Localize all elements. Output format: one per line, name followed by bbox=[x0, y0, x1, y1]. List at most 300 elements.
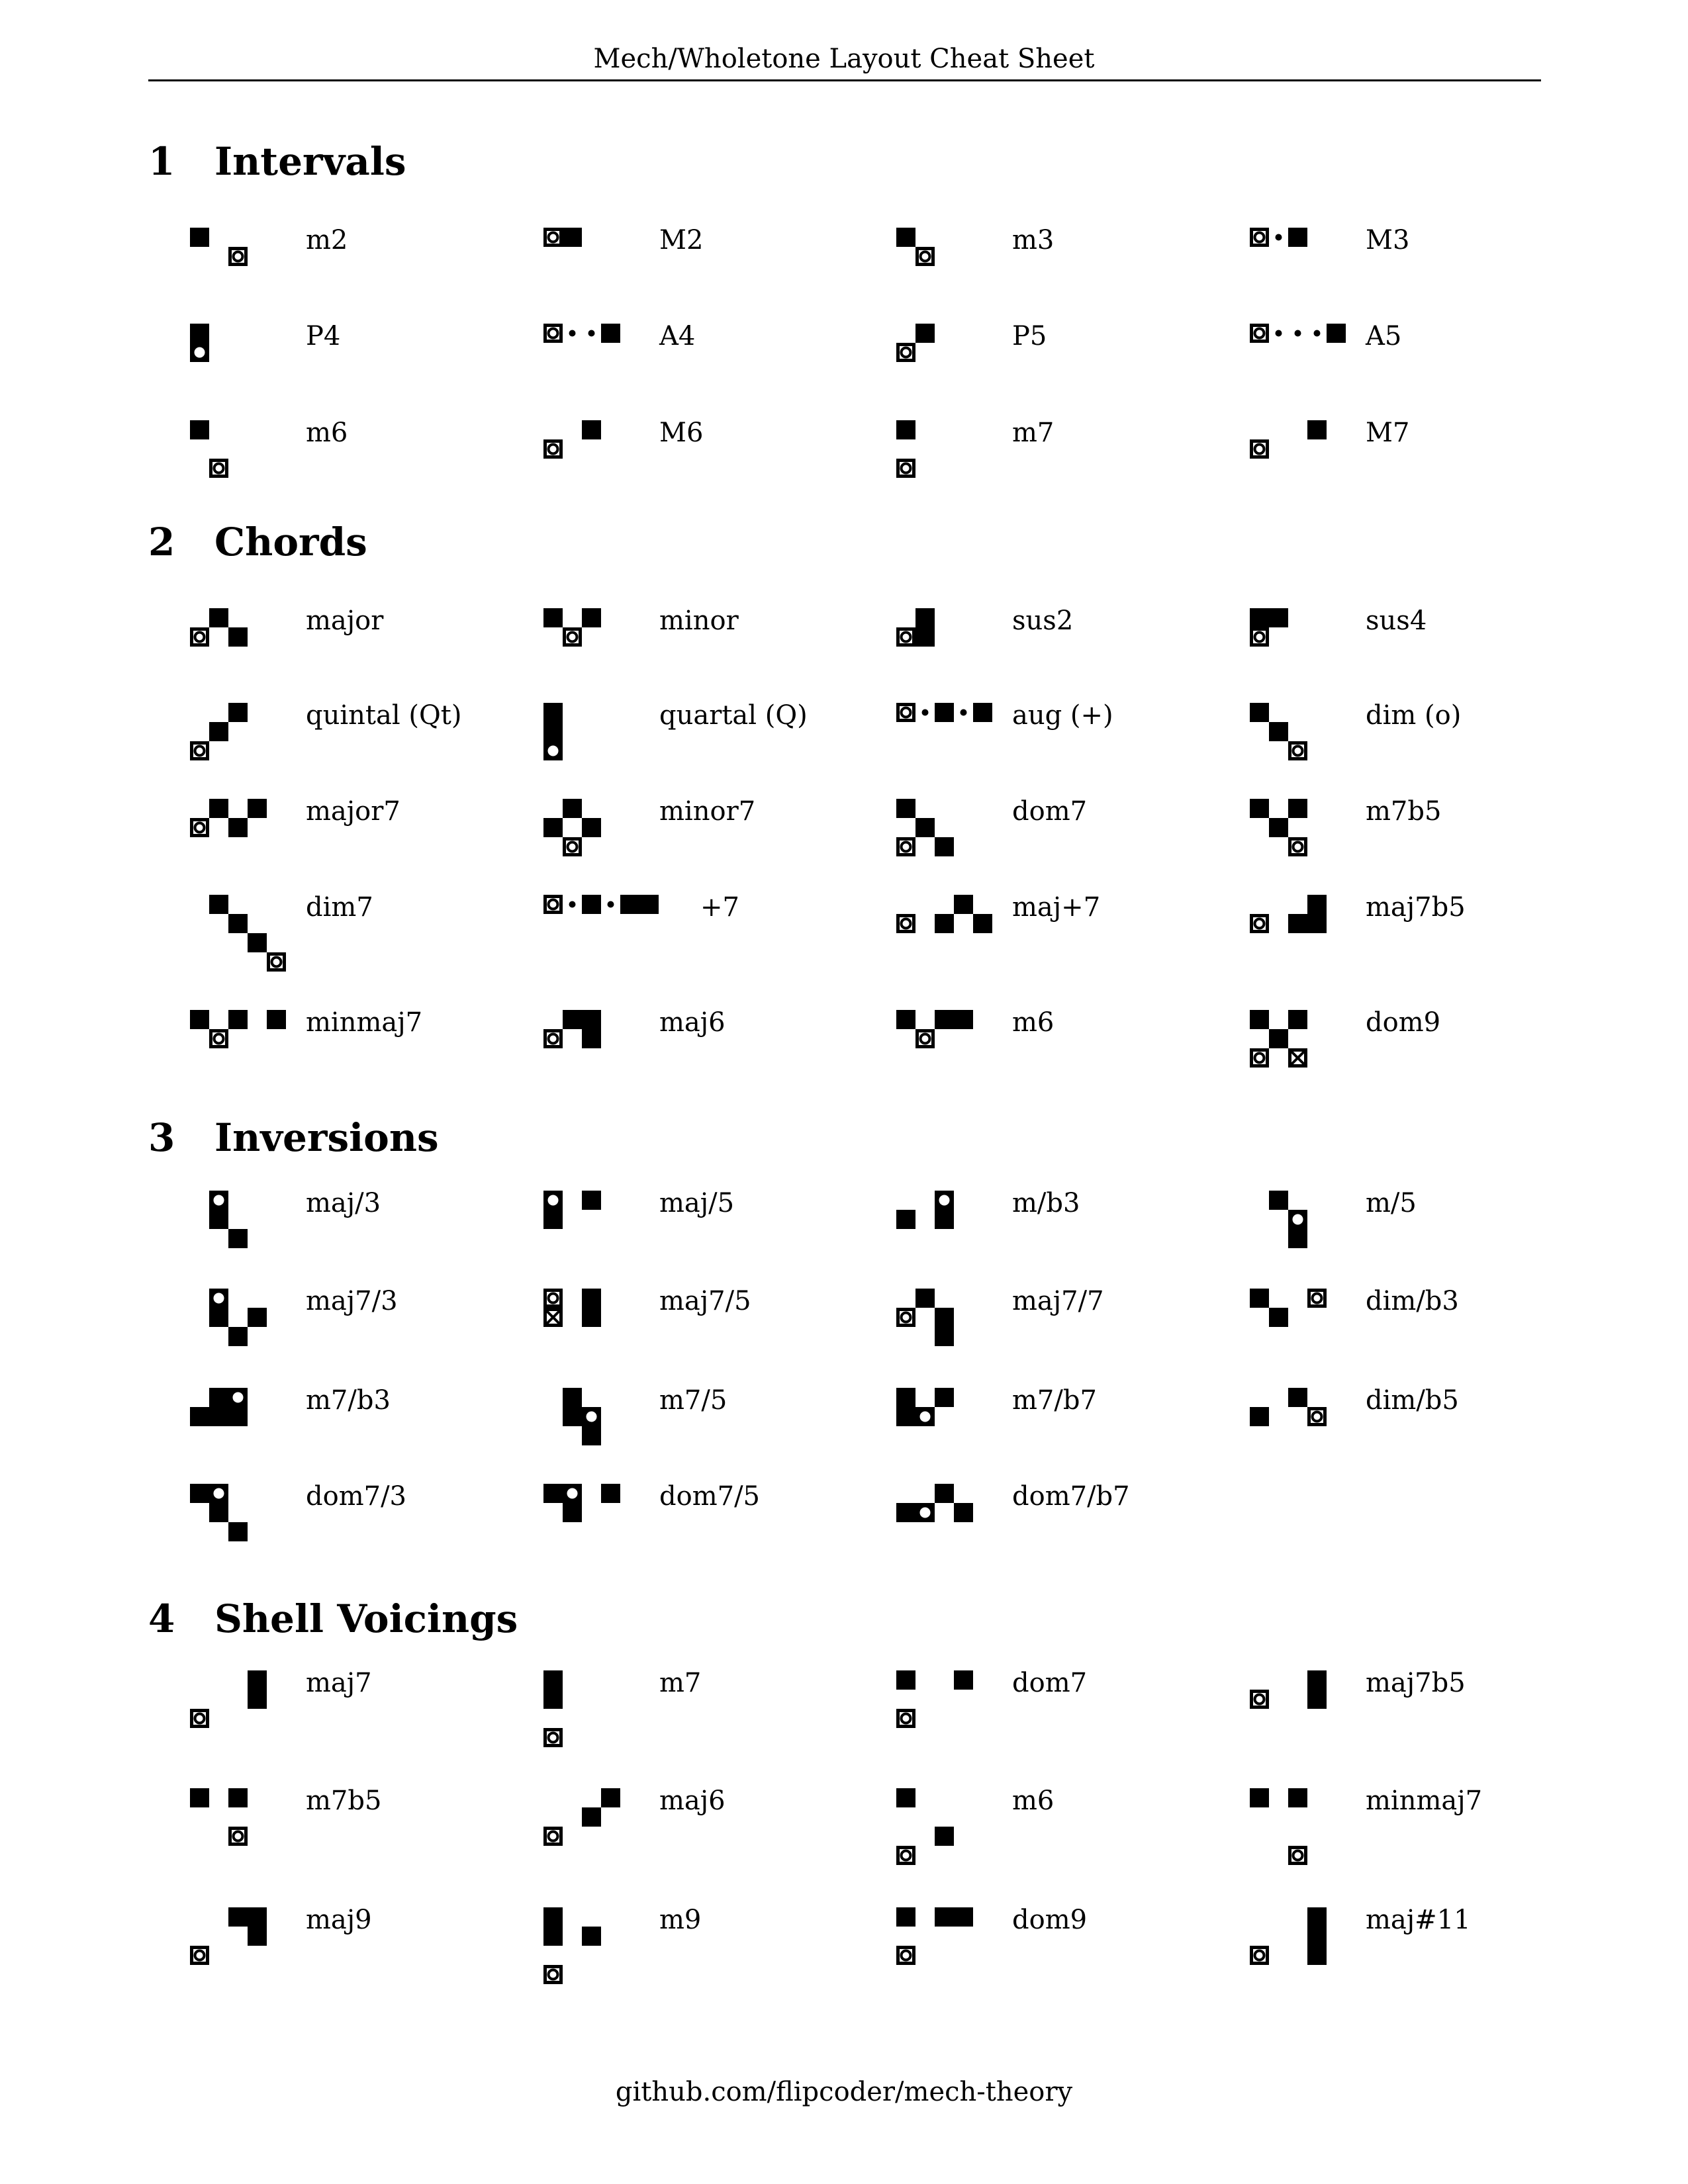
skip-dot bbox=[922, 709, 929, 716]
layout-diagram bbox=[896, 1288, 955, 1349]
layout-diagram bbox=[189, 1907, 267, 1968]
note-key bbox=[582, 608, 601, 627]
note-key bbox=[228, 1229, 248, 1248]
note-key bbox=[1250, 799, 1269, 818]
note-key bbox=[1288, 1229, 1307, 1248]
note-key bbox=[563, 1407, 582, 1426]
note-key bbox=[935, 914, 954, 933]
note-key bbox=[935, 1308, 954, 1327]
layout-label: maj7/5 bbox=[659, 1286, 751, 1316]
key-layout-glyph bbox=[896, 798, 955, 857]
key-layout-glyph bbox=[896, 227, 935, 267]
layout-diagram bbox=[189, 1483, 248, 1545]
root-key bbox=[545, 230, 561, 246]
root-note-key bbox=[915, 1407, 935, 1426]
note-key bbox=[190, 1484, 209, 1503]
layout-label: minmaj7 bbox=[306, 1007, 423, 1038]
key-layout-glyph bbox=[1249, 798, 1308, 857]
note-key bbox=[582, 1191, 601, 1210]
note-key bbox=[1307, 420, 1327, 439]
note-key bbox=[1269, 1191, 1288, 1210]
note-key bbox=[228, 703, 248, 722]
key-layout-glyph bbox=[543, 1907, 602, 1985]
note-key bbox=[209, 722, 228, 741]
root-key bbox=[545, 441, 561, 457]
layout-diagram bbox=[189, 702, 248, 764]
layout-diagram bbox=[543, 1670, 563, 1751]
layout-label: m3 bbox=[1012, 225, 1055, 255]
key-layout-glyph bbox=[189, 1483, 248, 1542]
layout-diagram bbox=[896, 1387, 955, 1430]
note-key bbox=[935, 1827, 954, 1846]
layout-label: quintal (Qt) bbox=[306, 700, 462, 731]
layout-label: m/5 bbox=[1366, 1188, 1417, 1218]
note-key bbox=[582, 1010, 601, 1029]
layout-diagram bbox=[896, 1907, 974, 1968]
layout-label: m6 bbox=[306, 418, 348, 448]
layout-diagram bbox=[543, 702, 563, 764]
note-key bbox=[248, 799, 267, 818]
note-key bbox=[935, 1327, 954, 1346]
layout-label: m7/b7 bbox=[1012, 1385, 1097, 1416]
layout-diagram bbox=[543, 608, 602, 650]
layout-diagram bbox=[1249, 1009, 1308, 1071]
note-key bbox=[543, 703, 563, 722]
key-layout-glyph bbox=[1249, 608, 1289, 647]
note-key bbox=[896, 420, 915, 439]
layout-diagram bbox=[543, 1288, 602, 1330]
root-key bbox=[898, 1848, 914, 1864]
root-key bbox=[1252, 916, 1268, 932]
note-key bbox=[1288, 228, 1307, 247]
layout-diagram bbox=[896, 1009, 974, 1052]
layout-diagram bbox=[189, 798, 267, 841]
layout-label: major7 bbox=[306, 796, 400, 827]
layout-diagram bbox=[896, 608, 935, 650]
note-key bbox=[915, 324, 935, 343]
note-key bbox=[582, 1308, 601, 1327]
root-key bbox=[545, 326, 561, 341]
key-layout-glyph bbox=[896, 1483, 974, 1523]
note-key bbox=[896, 1503, 915, 1522]
layout-label: +7 bbox=[700, 892, 739, 923]
note-key bbox=[954, 1907, 973, 1927]
layout-diagram bbox=[543, 323, 621, 346]
layout-diagram bbox=[189, 1190, 248, 1251]
root-note-key bbox=[209, 1484, 228, 1503]
key-layout-glyph bbox=[189, 894, 287, 972]
note-key bbox=[563, 1503, 582, 1522]
root-key bbox=[917, 249, 933, 265]
note-key bbox=[209, 895, 228, 914]
footer-url: github.com/flipcoder/mech-theory bbox=[615, 2077, 1073, 2107]
key-layout-glyph bbox=[189, 420, 229, 478]
note-key bbox=[601, 324, 620, 343]
root-note-key bbox=[228, 1388, 248, 1407]
note-key bbox=[543, 608, 563, 627]
root-note-key bbox=[543, 1191, 563, 1210]
section-number: 2 bbox=[148, 520, 175, 565]
layout-diagram bbox=[1249, 1387, 1327, 1430]
layout-label: dom9 bbox=[1366, 1007, 1441, 1038]
root-key bbox=[230, 1829, 246, 1844]
layout-label: m7 bbox=[659, 1668, 702, 1698]
layout-label: m7/5 bbox=[659, 1385, 727, 1416]
layout-label: dim/b3 bbox=[1366, 1286, 1459, 1316]
layout-diagram bbox=[1249, 227, 1308, 250]
layout-diagram bbox=[189, 420, 229, 481]
note-key bbox=[267, 1010, 286, 1029]
layout-diagram bbox=[189, 1009, 287, 1052]
layout-label: maj6 bbox=[659, 1007, 726, 1038]
layout-label: dom7/b7 bbox=[1012, 1481, 1130, 1512]
section-title: Shell Voicings bbox=[214, 1596, 518, 1641]
root-key bbox=[1290, 743, 1306, 759]
layout-label: m/b3 bbox=[1012, 1188, 1080, 1218]
key-layout-glyph bbox=[543, 227, 583, 248]
note-key bbox=[228, 1907, 248, 1927]
layout-label: dom7 bbox=[1012, 796, 1088, 827]
note-key bbox=[1250, 1010, 1269, 1029]
root-note-key bbox=[915, 1503, 935, 1522]
note-key bbox=[248, 1690, 267, 1709]
note-key bbox=[1307, 1907, 1327, 1927]
note-key bbox=[601, 1788, 620, 1807]
layout-label: m7 bbox=[1012, 418, 1055, 448]
layout-diagram bbox=[543, 227, 583, 250]
layout-diagram bbox=[189, 894, 287, 975]
key-layout-glyph bbox=[1249, 894, 1327, 934]
key-layout-glyph bbox=[1249, 227, 1308, 248]
layout-label: m7b5 bbox=[306, 1786, 382, 1816]
note-key bbox=[228, 818, 248, 837]
key-layout-glyph bbox=[189, 1670, 267, 1729]
key-layout-glyph bbox=[896, 894, 993, 934]
note-key bbox=[915, 818, 935, 837]
note-key bbox=[896, 799, 915, 818]
header-rule bbox=[148, 79, 1541, 81]
note-key bbox=[209, 1388, 228, 1407]
note-key bbox=[915, 627, 935, 647]
note-key bbox=[582, 1807, 601, 1827]
layout-diagram bbox=[896, 323, 935, 365]
note-key bbox=[209, 799, 228, 818]
skip-dot bbox=[588, 330, 595, 337]
key-layout-glyph bbox=[1249, 1907, 1327, 1966]
layout-diagram bbox=[543, 798, 602, 860]
key-layout-glyph bbox=[1249, 1190, 1308, 1249]
note-key bbox=[935, 1388, 954, 1407]
note-key bbox=[228, 1010, 248, 1029]
cross-key bbox=[1290, 1050, 1306, 1066]
note-key bbox=[582, 895, 601, 914]
layout-label: dim/b5 bbox=[1366, 1385, 1459, 1416]
note-key bbox=[543, 1484, 563, 1503]
note-key bbox=[973, 914, 992, 933]
layout-label: maj/5 bbox=[659, 1188, 735, 1218]
note-key bbox=[915, 608, 935, 627]
note-key bbox=[248, 1907, 267, 1927]
layout-label: m7/b3 bbox=[306, 1385, 391, 1416]
note-key bbox=[582, 818, 601, 837]
layout-diagram bbox=[543, 1190, 602, 1232]
root-key bbox=[1252, 1050, 1268, 1066]
layout-label: dom9 bbox=[1012, 1905, 1088, 1935]
note-key bbox=[1250, 608, 1269, 627]
root-key bbox=[192, 629, 208, 645]
note-key bbox=[601, 1484, 620, 1503]
layout-label: maj/3 bbox=[306, 1188, 381, 1218]
root-key bbox=[545, 1967, 561, 1983]
key-layout-glyph bbox=[189, 323, 210, 363]
layout-diagram bbox=[896, 798, 955, 860]
note-key bbox=[935, 1010, 954, 1029]
section-heading bbox=[148, 520, 367, 565]
root-key bbox=[898, 461, 914, 477]
note-key bbox=[1269, 1308, 1288, 1327]
key-layout-glyph bbox=[543, 702, 563, 761]
root-key bbox=[565, 839, 581, 855]
key-layout-glyph bbox=[543, 608, 602, 647]
note-key bbox=[1269, 818, 1288, 837]
note-key bbox=[582, 420, 601, 439]
root-key bbox=[269, 954, 285, 970]
key-layout-glyph bbox=[543, 1190, 602, 1230]
root-note-key bbox=[190, 343, 209, 362]
root-key bbox=[545, 1291, 561, 1306]
layout-diagram bbox=[189, 227, 248, 269]
note-key bbox=[248, 933, 267, 952]
layout-label: P4 bbox=[306, 321, 341, 351]
root-key bbox=[898, 629, 914, 645]
note-key bbox=[915, 1289, 935, 1308]
layout-diagram bbox=[1249, 420, 1327, 462]
key-layout-glyph bbox=[543, 1788, 621, 1846]
layout-diagram bbox=[1249, 1907, 1327, 1968]
skip-dot bbox=[1276, 234, 1282, 241]
key-layout-glyph bbox=[189, 227, 248, 267]
note-key bbox=[228, 1407, 248, 1426]
layout-diagram bbox=[896, 420, 916, 481]
note-key bbox=[935, 837, 954, 856]
root-key bbox=[1309, 1409, 1325, 1425]
layout-label: dom7/5 bbox=[659, 1481, 760, 1512]
root-key bbox=[211, 1031, 227, 1047]
root-key bbox=[1252, 326, 1268, 341]
note-key bbox=[582, 1029, 601, 1048]
key-layout-glyph bbox=[543, 894, 659, 915]
key-layout-glyph bbox=[189, 1788, 248, 1846]
note-key bbox=[954, 1010, 973, 1029]
note-key bbox=[563, 228, 582, 247]
key-layout-glyph bbox=[896, 1670, 974, 1729]
note-key bbox=[563, 1010, 582, 1029]
note-key bbox=[1269, 1029, 1288, 1048]
note-key bbox=[1307, 1927, 1327, 1946]
key-layout-glyph bbox=[896, 1907, 974, 1966]
layout-diagram bbox=[1249, 894, 1327, 936]
cross-key bbox=[545, 1310, 561, 1326]
key-layout-glyph bbox=[1249, 1788, 1308, 1866]
note-key bbox=[1250, 1788, 1269, 1807]
note-key bbox=[228, 1788, 248, 1807]
note-key bbox=[1288, 799, 1307, 818]
root-key bbox=[1252, 1948, 1268, 1964]
key-layout-glyph bbox=[543, 1288, 602, 1328]
layout-label: A4 bbox=[659, 321, 696, 351]
root-key bbox=[230, 249, 246, 265]
root-key bbox=[192, 1948, 208, 1964]
key-layout-glyph bbox=[543, 420, 602, 459]
root-key bbox=[898, 839, 914, 855]
note-key bbox=[896, 1407, 915, 1426]
skip-dot bbox=[1276, 330, 1282, 337]
root-key bbox=[898, 345, 914, 361]
layout-label: sus2 bbox=[1012, 606, 1074, 636]
layout-label: m9 bbox=[659, 1905, 702, 1935]
note-key bbox=[543, 818, 563, 837]
section-number: 1 bbox=[148, 139, 175, 184]
root-note-key bbox=[1288, 1210, 1307, 1229]
key-layout-glyph bbox=[896, 420, 916, 478]
key-layout-glyph bbox=[543, 1009, 602, 1049]
section-number: 4 bbox=[148, 1596, 175, 1641]
layout-diagram bbox=[189, 1670, 267, 1731]
note-key bbox=[935, 703, 954, 722]
note-key bbox=[1307, 914, 1327, 933]
layout-label: maj9 bbox=[306, 1905, 372, 1935]
layout-diagram bbox=[1249, 1670, 1327, 1712]
note-key bbox=[209, 1210, 228, 1229]
note-key bbox=[248, 1927, 267, 1946]
note-key bbox=[896, 1788, 915, 1807]
note-key bbox=[190, 1407, 209, 1426]
key-layout-glyph bbox=[1249, 1670, 1327, 1709]
root-key bbox=[1252, 441, 1268, 457]
layout-diagram bbox=[1249, 323, 1346, 346]
section-number: 3 bbox=[148, 1115, 175, 1160]
root-note-key bbox=[209, 1191, 228, 1210]
layout-diagram bbox=[1249, 702, 1308, 764]
note-key bbox=[190, 324, 209, 343]
note-key bbox=[228, 914, 248, 933]
layout-diagram bbox=[896, 1190, 955, 1232]
root-key bbox=[898, 1948, 914, 1964]
layout-diagram bbox=[189, 1387, 248, 1430]
layout-diagram bbox=[1249, 798, 1308, 860]
key-layout-glyph bbox=[1249, 420, 1327, 459]
note-key bbox=[228, 627, 248, 647]
note-key bbox=[1269, 722, 1288, 741]
layout-label: A5 bbox=[1366, 321, 1402, 351]
note-key bbox=[639, 895, 659, 914]
root-key bbox=[545, 1031, 561, 1047]
note-key bbox=[935, 1907, 954, 1927]
root-key bbox=[545, 1829, 561, 1844]
note-key bbox=[1288, 914, 1307, 933]
layout-label: m7b5 bbox=[1366, 796, 1442, 827]
note-key bbox=[954, 1670, 973, 1690]
layout-diagram bbox=[543, 420, 602, 462]
layout-label: m6 bbox=[1012, 1786, 1055, 1816]
key-layout-glyph bbox=[189, 1387, 248, 1427]
layout-label: minmaj7 bbox=[1366, 1786, 1483, 1816]
note-key bbox=[543, 1670, 563, 1690]
root-key bbox=[192, 743, 208, 759]
skip-dot bbox=[608, 901, 614, 908]
note-key bbox=[1250, 703, 1269, 722]
root-key bbox=[211, 461, 227, 477]
note-key bbox=[1327, 324, 1346, 343]
note-key bbox=[563, 1388, 582, 1407]
key-layout-glyph bbox=[543, 1483, 621, 1523]
note-key bbox=[935, 1210, 954, 1229]
section-heading bbox=[148, 1596, 518, 1641]
section-heading bbox=[148, 1115, 439, 1160]
note-key bbox=[209, 1407, 228, 1426]
layout-label: M6 bbox=[659, 418, 704, 448]
key-layout-glyph bbox=[543, 323, 621, 343]
root-key bbox=[898, 916, 914, 932]
root-key bbox=[917, 1031, 933, 1047]
layout-diagram bbox=[896, 1670, 974, 1731]
layout-label: M2 bbox=[659, 225, 704, 255]
note-key bbox=[896, 1670, 915, 1690]
note-key bbox=[543, 1690, 563, 1709]
note-key bbox=[190, 1010, 209, 1029]
skip-dot bbox=[569, 901, 576, 908]
layout-label: maj7/7 bbox=[1012, 1286, 1104, 1316]
note-key bbox=[1307, 1670, 1327, 1690]
note-key bbox=[954, 895, 973, 914]
key-layout-glyph bbox=[189, 798, 267, 838]
note-key bbox=[1307, 1690, 1327, 1709]
skip-dot bbox=[1295, 330, 1301, 337]
note-key bbox=[543, 722, 563, 741]
note-key bbox=[896, 1010, 915, 1029]
note-key bbox=[1288, 1010, 1307, 1029]
key-layout-glyph bbox=[896, 1387, 955, 1427]
layout-label: dom7/3 bbox=[306, 1481, 406, 1512]
layout-label: m2 bbox=[306, 225, 348, 255]
key-layout-glyph bbox=[189, 1907, 267, 1966]
section-heading bbox=[148, 139, 406, 184]
layout-diagram bbox=[189, 323, 210, 365]
key-layout-glyph bbox=[1249, 1009, 1308, 1068]
root-note-key bbox=[582, 1407, 601, 1426]
root-note-key bbox=[935, 1191, 954, 1210]
root-key bbox=[898, 705, 914, 721]
layout-label: quartal (Q) bbox=[659, 700, 808, 731]
note-key bbox=[1250, 1407, 1269, 1426]
note-key bbox=[190, 228, 209, 247]
key-layout-glyph bbox=[1249, 1387, 1327, 1427]
note-key bbox=[209, 608, 228, 627]
note-key bbox=[543, 1210, 563, 1229]
note-key bbox=[582, 1426, 601, 1445]
key-layout-glyph bbox=[543, 1387, 602, 1446]
key-layout-glyph bbox=[1249, 702, 1308, 761]
layout-diagram bbox=[896, 702, 993, 725]
note-key bbox=[190, 420, 209, 439]
layout-label: minor bbox=[659, 606, 739, 636]
root-key bbox=[1309, 1291, 1325, 1306]
skip-dot bbox=[961, 709, 967, 716]
note-key bbox=[1288, 1388, 1307, 1407]
layout-diagram bbox=[543, 1387, 602, 1449]
note-key bbox=[209, 1308, 228, 1327]
layout-diagram bbox=[1249, 608, 1289, 650]
